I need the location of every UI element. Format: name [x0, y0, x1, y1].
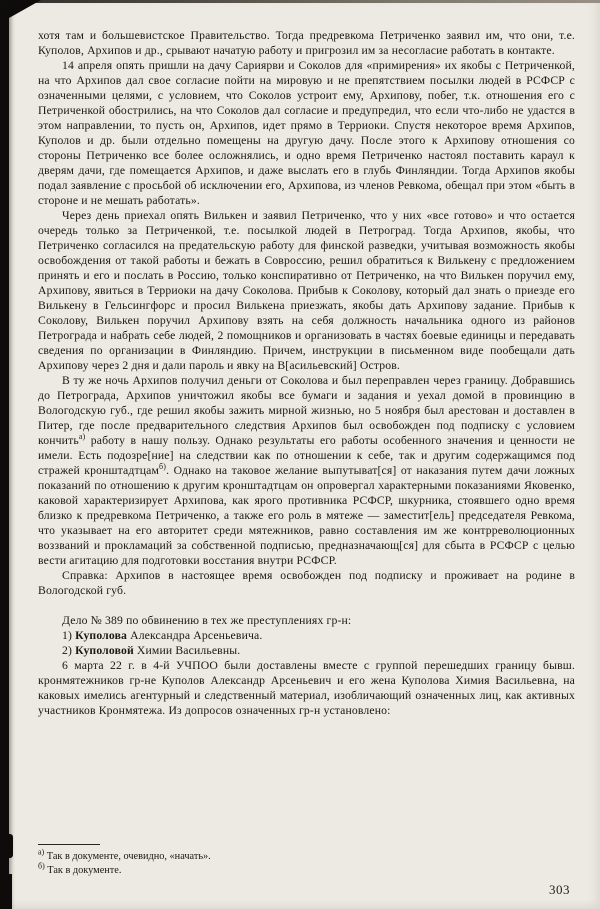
text-segment: В ту же ночь Архипов получил деньги от Соколова и был переправлен через границу. Добравшись до Петрограда, Архипов уничтожил якобы все бумаги и задания и уехал домой в провинцию в Вологодскую губ., где решил якобы зажить мирной жизнью, но 5 ноября был арестован и доставлен в Питер, где после предварительного следствия Архипов был освобожден под подписку с условием кончить: [38, 374, 575, 447]
list-item-accused-2: [38, 643, 575, 658]
scan-corner-artifact: [9, 0, 41, 18]
page-number: 303: [549, 882, 570, 897]
footnotes-block: [38, 844, 575, 877]
footnote-text: Так в документе, очевидно, «начать».: [44, 851, 211, 862]
footnote-separator: [38, 844, 100, 845]
footnote-marker-b: б): [38, 861, 45, 871]
text-segment: работу в нашу пользу. Однако результаты его работы особенного значения и ценности не имели. Есть подозре[ние] на следствии как по отношении к себе, так и другим содержащимся под стражей кронштадтцам: [38, 434, 575, 477]
scan-top-edge-artifact: [0, 0, 600, 3]
footnote-b: [38, 861, 575, 878]
scan-left-mark-artifact: [9, 834, 13, 858]
footnote-ref-a: а): [78, 432, 86, 442]
accused-surname: Куполова: [75, 629, 128, 642]
paragraph-continuation: хотя там и большевистское Правительство. Тогда предревкома Петриченко заявил им, что они, т.е. Куполов, Архипов и др., срывают начатую работу и пригрозил им за несогласие работать в контакте.: [38, 29, 575, 57]
footnote-marker-a: а): [38, 847, 45, 857]
scan-left-mark-artifact: [9, 874, 12, 909]
accused-surname: Куполовой: [75, 644, 134, 657]
footnote-a: [38, 847, 575, 864]
paragraph-vilken: Через день приехал опять Вилькен и заявил Петриченко, что у них «все готово» и что остается очередь только за Петриченкой, т.е. посылкой людей в Петроград. Тогда Архипов, якобы, что Петриченко согласился на предательскую работу для финской разведки, учитывая возможность якобы освобождения от такой работы и бежать в Совроссию, решил обратиться к Вилькену с предложением принять и его и послать в Россию, только конспиративно от Петриченко, на что Вилькен поручил ему, Архипову, явиться в Терриоки на дачу Соколова. Прибыв к Соколову, который дал знать о приезде его Вилькену в Гельсингфорс и просил Вилькена приезжать, якобы дать Архипову задание. Прибыв к Соколову, Вилькен поручил Архипову взять на себя должность начальника одного из районов Петрограда и набрать себе людей, 2 помощников и организовать в частях боевые единицы и передавать сведения по организации в Финляндию. Причем, инструкции в письменном виде пообещали дать Архипову через 2 дня и дали пароль и явку на В[асильевский] Остров.: [38, 209, 575, 372]
case-heading: Дело № 389 по обвинению в тех же преступлениях гр-н:: [62, 614, 352, 627]
accused-name: Химии Васильевны.: [133, 644, 241, 657]
list-item-accused-1: [38, 628, 575, 643]
page-body-text: [38, 28, 575, 836]
list-item-number: 1): [62, 629, 76, 642]
paragraph-march6: 6 марта 22 г. в 4-й УЧПОО были доставлены вместе с группой перешедших границу бывш. кронмятежников гр-не Куполов Александр Арсеньевич и его жена Куполова Химия Васильевна, на каковых имелись агентурный и следственный материал, изобличающий означенных лиц, как активных участников Кронмятежа. Из допросов означенных гр-н установлено:: [38, 659, 575, 717]
text-segment: . Однако на таковое желание выпутыват[ся] от наказания путем дачи ложных показаний по отношению к другим кронштадтцам он опровергал характерными показаниями Яковенко, каковой характеризирует Архипова, как ярого противника РСФСР, шкурника, стоявшего одно время близко к предревкома Петриченко, а также его роль в мятеже — заместит[ель] председателя Ревкома, что указывает на его авторитет среди мятежников, равно составления им же контрреволюционных воззваний и прокламаций за собственной подписью, предназначающ[ся] для сбыта в РСФСР с целью вести агитацию для подготовки восстания внутри РСФСР.: [38, 464, 575, 567]
accused-name: Александра Арсеньевича.: [127, 629, 263, 642]
paragraph-april14: 14 апреля опять пришли на дачу Сариярви и Соколов для «примирения» их якобы с Петриченкой, на что Архипов дал свое согласие пойти на мировую и не препятствием посылки людей в РСФСР с означенными целями, с условием, что Соколов устроит ему, Архипову, побег, т.к. отношения его с Петриченкой обострились, на что Соколов дал согласие и предупредил, что если что-либо не удастся в этом направлении, то пусть он, Архипов, идет прямо в Терриоки. Спустя некоторое время Архипов, Куполов и др. были отдельно помещены на другую дачу. После этого к Архипову отношения со стороны Петриченко все более осложнялись, и одно время Петриченко настоял поставить караул к дверям дачи, где помещается Архипов, и даже выслать его в глубь Финляндии. Тогда Архипов якобы подал заявление с просьбой об исключении его, Архипова, из членов Ревкома, обещал при этом «быть в стороне и не мешать работать».: [38, 59, 575, 207]
list-item-number: 2): [62, 644, 76, 657]
paragraph-arkhipov-fate: [38, 373, 575, 568]
footnote-ref-b: б): [159, 462, 167, 472]
paragraph-spravka: Справка: Архипов в настоящее время освобожден под подписку и проживает на родине в Вологодской губ.: [38, 569, 575, 597]
footnote-text: Так в документе.: [44, 864, 122, 876]
scan-left-edge-artifact: [0, 0, 9, 909]
